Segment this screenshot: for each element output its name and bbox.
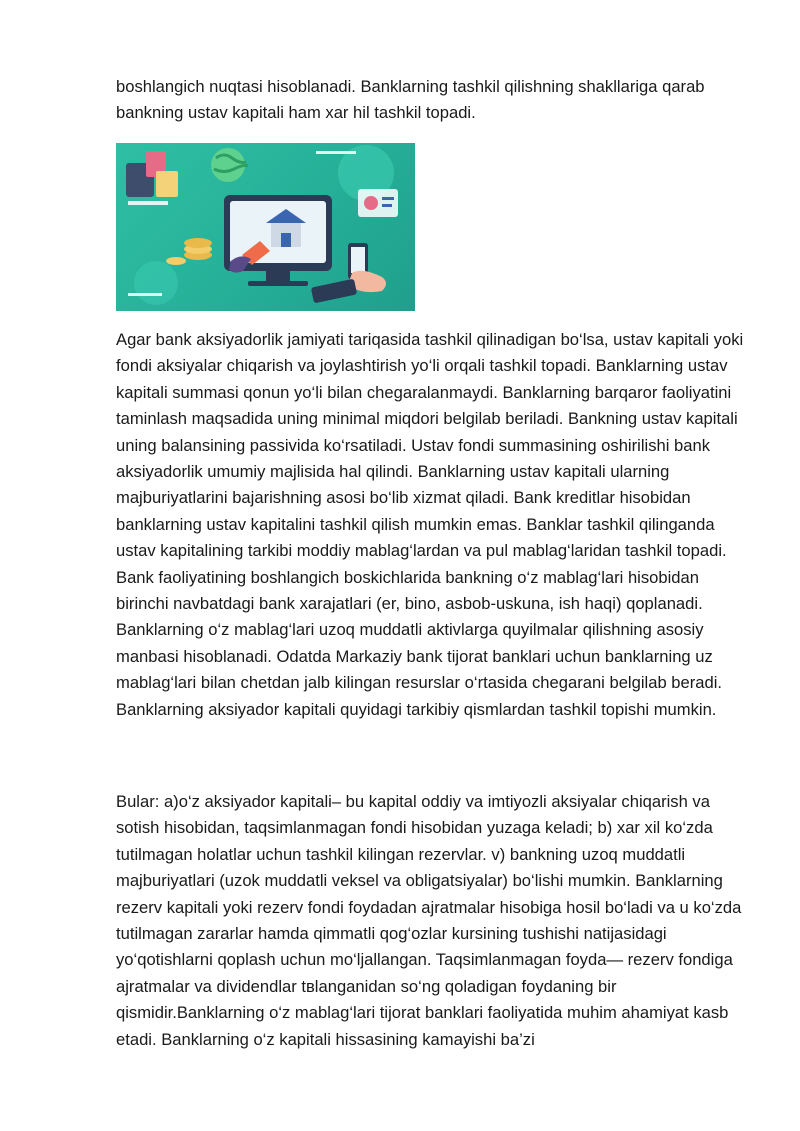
banking-illustration <box>116 143 415 311</box>
paragraph-bular: Bular: a)o‘z aksiyador kapitali– bu kapital oddiy va imtiyozli aksiyalar chiqarish va sotish hisobidan, taqsimlanmagan fondi hisobidan yuzaga keladi; b) xar xil ko‘zda tutilmagan holatlar uchun tashkil kilingan rezervlar. v) bankning uzoq muddatli majburiyatlari (uzok muddatli veksel va obligatsiyalar) bo‘lishi mumkin. Banklarning rezerv kapitali yoki rezerv fondi foydadan ajratmalar hisobiga hosil bo‘ladi va u ko‘zda tutilmagan zararlar hamda qimmatli qog‘ozlar kursining tushishi natijasidagi yo‘qotishlarni qoplash uchun mo‘ljallangan. Taqsimlanmagan foyda— rezerv fondiga ajratmalar va dividendlar tʙlanganidan so‘ng qoladigan foydaning bir qismidir.Banklarning o‘z mablag‘lari tijorat banklari faoliyatida muhim ahamiyat kasb etadi. Banklarning o‘z kapitali hissasining kamayishi ba’zi <box>116 792 742 1049</box>
paragraph-ustav-kapitali: Agar bank aksiyadorlik jamiyati tariqasida tashkil qilinadigan bo‘lsa, ustav kapitali yoki fondi aksiyalar chiqarish va joylashtirish yo‘li orqali tashkil topadi. Banklarning ustav kapitali summasi qonun yo‘li bilan chegaralanmaydi. Banklarning barqaror faoliyatini taminlash maqsadida uning minimal miqdori belgilab beriladi. Bankning ustav kapitali uning balansining passivida ko‘rsatiladi. Ustav fondi summasining oshirilishi bank aksiyadorlik umumiy majlisida hal qilindi. Banklarning ustav kapitali ularning majburiyatlarini bajarishning asosi bo‘lib xizmat qiladi. Bank kreditlar hisobidan banklarning ustav kapitalini tashkil qilish mumkin emas. Banklar tashkil qilinganda ustav kapitalining tarkibi moddiy mablag‘lardan va pul mablag‘laridan tashkil topadi. Bank faoliyatining boshlangich boskichlarida bankning o‘z mablag‘lari hisobidan birinchi navbatdagi bank xarajatlari (er, bino, asbob-uskuna, ish haqi) qoplanadi. Banklarning o‘z mablag‘lari uzoq muddatli aktivlarga quyilmalar qilishning asosiy manbasi hisoblanadi. Odatda Markaziy bank tijorat banklari uchun banklarning uz mablag‘lari bilan chetdan jalb kilingan resurslar o‘rtasida chegarani belgilab beradi. Banklarning aksiyador kapitali quyidagi tarkibiy qismlardan tashkil topishi mumkin. <box>116 330 744 719</box>
online-banking-illustration-icon <box>116 143 415 311</box>
paragraph-intro: boshlangich nuqtasi hisoblanadi. Banklarning tashkil qilishning shakllariga qarab bankning ustav kapitali ham xar hil tashkil topadi. <box>116 77 705 123</box>
